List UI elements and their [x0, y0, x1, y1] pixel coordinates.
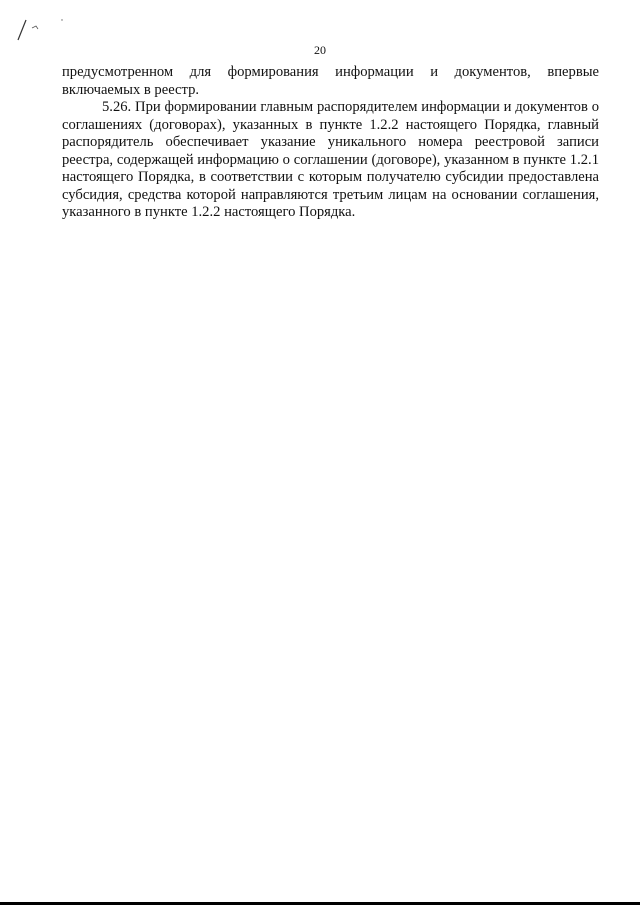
paragraph-5-26: 5.26. При формировании главным распорядителем информации и документов о соглашениях (договорах), указанных в пункте 1.2.2 настоящего Порядка, главный распорядитель обеспечивает указание уникального номера реестровой записи реестра, содержащей информацию о соглашении (договоре), указанном в пункте 1.2.1 настоящего Порядка, в соответствии с которым получателю субсидии предоставлена субсидия, средства которой направляются третьим лицам на основании соглашения, указанного в пункте 1.2.2 настоящего Порядка.: [62, 99, 599, 220]
paragraph-continuation: предусмотренном для формирования информации и документов, впервые включаемых в реестр.: [62, 64, 599, 98]
document-body: [62, 64, 599, 222]
scan-artifact-mark: [14, 14, 74, 44]
page-number: 20: [314, 43, 326, 57]
